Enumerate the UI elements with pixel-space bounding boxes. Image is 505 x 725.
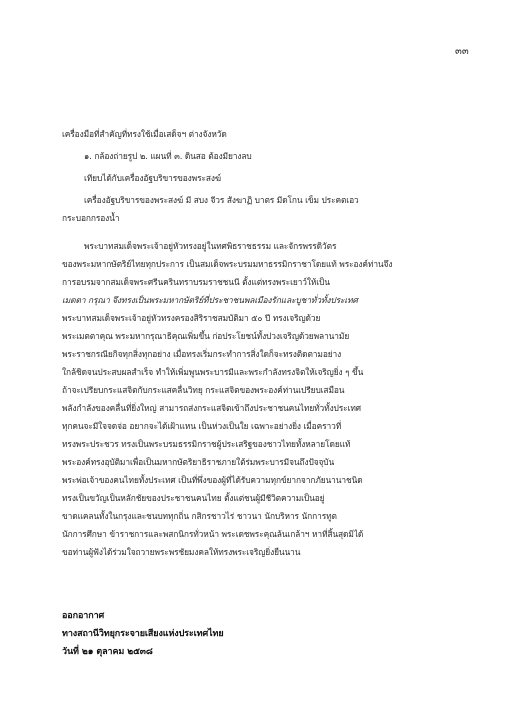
broadcast-label: ออกอากาศ (62, 611, 105, 621)
intro-line: เครื่องมือที่สำคัญที่ทรงใช้เมื่อเสด็จฯ ต่างจังหวัด (62, 129, 227, 139)
body-line: ถ้าจะเปรียบกระแสจิตกับกระแสคลื่นวิทยุ กระแสจิตของพระองค์ท่านเปรียบเสมือน (62, 385, 345, 395)
body-line: พลังกำลังของคลื่นที่ยิ่งใหญ่ สามารถส่งกระแสจิตเข้าถึงประชาชนคนไทยทั่วทั้งประเทศ (62, 403, 361, 413)
body-line: พระเมตตาคุณ พระมหากรุณาธิคุณเพิ่มขึ้น ก่อประโยชน์ทั้งปวงเจริญด้วยพลานามัย (62, 331, 350, 341)
body-line: นักการศึกษา ข้าราชการและพสกนิกรทั่วหน้า พระเดชพระคุณล้นเกล้าฯ หาที่สิ้นสุดมิได้ (62, 529, 364, 539)
body-line: ทุกคนจะมีใจจดจ่อ อยากจะได้เฝ้าแหน เป็นห่วงเป็นใย เฉพาะอย่างยิ่ง เมื่อคราวที่ (62, 421, 342, 431)
body-line: พระบาทสมเด็จพระเจ้าอยู่หัวทรงอยู่ในทศพิธราชธรรม และจักรพรรดิวัตร (84, 241, 337, 251)
body-line: พระพ่อเจ้าของคนไทยทั้งประเทศ เป็นที่พึ่งของผู้ที่ได้รับความทุกข์ยากจากภัยนานาชนิด (62, 475, 363, 485)
paragraph-line: เครื่องอัฐบริขารของพระสงฆ์ มี สบง จีวร สังฆาฏิ บาตร มีดโกน เข็ม ประคตเอว (84, 195, 359, 205)
body-line: ทรงพระประชวร ทรงเป็นพระบรมธรรมิกราชผู้ประเสริฐของชาวไทยทั้งหลายโดยแท้ (62, 439, 351, 449)
body-line: ขอท่านผู้ฟังได้ร่วมใจถวายพระพรชัยมงคลให้ทรงพระเจริญยิ่งยืนนาน (62, 547, 301, 557)
compare-line: เทียบได้กับเครื่องอัฐบริขารของพระสงฆ์ (84, 173, 221, 183)
body-line: พระบาทสมเด็จพระเจ้าอยู่หัวทรงครองสิริราชสมบัติมา ๕๐ ปี ทรงเจริญด้วย (62, 313, 321, 323)
tools-line: ๑. กล้องถ่ายรูป ๒. แผนที่ ๓. ดินสอ ต้องมียางลบ (84, 151, 252, 161)
broadcast-date: วันที่ ๒๑ ตุลาคม ๒๕๓๘ (62, 647, 153, 657)
page-number: ๓๓ (455, 46, 469, 57)
body-line: เมตตา กรุณา จึงทรงเป็นพระมหากษัตริย์ที่ประชาชนพลเมืองรักและบูชาทั่วทั้งประเทศ (62, 295, 358, 305)
body-line: พระองค์ทรงอุบัติมาเพื่อเป็นมหากษัตริยาธิราชภายใต้ร่มพระบารมีจนถึงปัจจุบัน (62, 457, 335, 467)
body-line: ของพระมหากษัตริย์ไทยทุกประการ เป็นสมเด็จพระบรมมหาธรรมิกราชาโดยแท้ พระองค์ท่านจึง (62, 259, 393, 269)
body-line: ขาดแคลนทั้งในกรุงและชนบททุกถิ่น กสิกรชาวไร่ ชาวนา นักบริหาร นักการทูต (62, 511, 337, 521)
station-name: ทางสถานีวิทยุกระจายเสียงแห่งประเทศไทย (62, 629, 224, 639)
body-line: พระราชกรณียกิจทุกสิ่งทุกอย่าง เมื่อทรงเริ่มกระทำการสิ่งใดก็จะทรงติดตามอย่าง (62, 349, 342, 359)
body-line: ใกล้ชิดจนประสบผลสำเร็จ ทำให้เพิ่มพูนพระบารมีและพระกำลังทรงจิตให้เจริญยิ่ง ๆ ขึ้น (62, 367, 364, 377)
paragraph-line: กระบอกกรองน้ำ (62, 213, 120, 223)
body-line: ทรงเป็นขวัญเป็นหลักชัยของประชาชนคนไทย ตั้งแต่ชนผู้มีชีวิตความเป็นอยู่ (62, 493, 325, 503)
body-line: การอบรมจากสมเด็จพระศรีนครินทราบรมราชชนนี ตั้งแต่ทรงพระเยาว์ให้เป็น (62, 277, 330, 287)
